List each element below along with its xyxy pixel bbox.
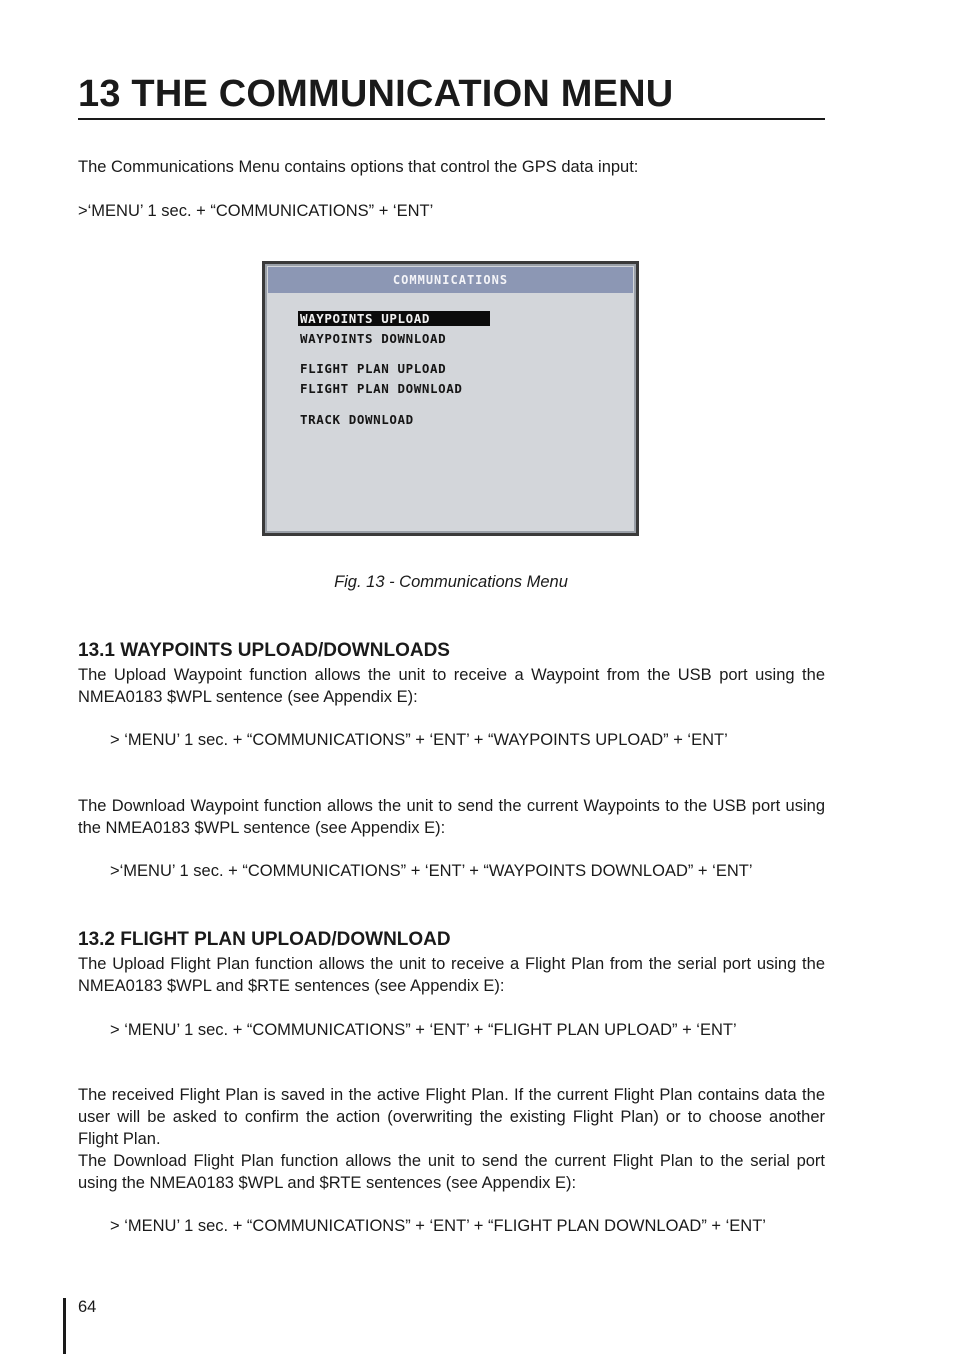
- menu-item-flight-plan-upload[interactable]: FLIGHT PLAN UPLOAD: [300, 361, 447, 376]
- figure-caption: Fig. 13 - Communications Menu: [334, 573, 568, 591]
- flight-plan-upload-command: > ‘MENU’ 1 sec. + “COMMUNICATIONS” + ‘ENT’ + “FLIGHT PLAN UPLOAD” + ‘ENT’: [110, 1021, 737, 1039]
- intro-command: >‘MENU’ 1 sec. + “COMMUNICATIONS” + ‘ENT’: [78, 202, 434, 220]
- menu-item-track-download[interactable]: TRACK DOWNLOAD: [300, 412, 414, 427]
- page-title: 13 THE COMMUNICATION MENU: [78, 70, 825, 120]
- waypoints-download-command: >‘MENU’ 1 sec. + “COMMUNICATIONS” + ‘ENT’ + “WAYPOINTS DOWNLOAD” + ‘ENT’: [110, 862, 753, 880]
- intro-text: The Communications Menu contains options that control the GPS data input:: [78, 158, 639, 176]
- flight-plan-download-text: The Download Flight Plan function allows the unit to send the current Flight Plan to the serial port using the NMEA0183 $WPL and $RTE sentences (see Appendix E):: [78, 1152, 825, 1192]
- waypoints-upload-command: > ‘MENU’ 1 sec. + “COMMUNICATIONS” + ‘ENT’ + “WAYPOINTS UPLOAD” + ‘ENT’: [110, 731, 728, 749]
- page-number: 64: [78, 1298, 97, 1316]
- menu-item-waypoints-download[interactable]: WAYPOINTS DOWNLOAD: [300, 331, 447, 346]
- waypoints-upload-text: The Upload Waypoint function allows the unit to receive a Waypoint from the USB port using the NMEA0183 $WPL sentence (see Appendix E):: [78, 666, 825, 706]
- menu-item-flight-plan-download[interactable]: FLIGHT PLAN DOWNLOAD: [300, 381, 463, 396]
- device-screen: [262, 261, 639, 536]
- page-margin-bar: [63, 1298, 66, 1354]
- waypoints-download-text: The Download Waypoint function allows the unit to send the current Waypoints to the USB port using the NMEA0183 $WPL sentence (see Appendix E):: [78, 797, 825, 837]
- menu-item-waypoints-upload[interactable]: WAYPOINTS UPLOAD: [298, 311, 490, 326]
- flight-plan-received-text: The received Flight Plan is saved in the active Flight Plan. If the current Flight Plan contains data the user will be asked to confirm the action (overwriting the existing Flight Plan) or to choose another Flight Plan.: [78, 1086, 825, 1148]
- flight-plan-download-command: > ‘MENU’ 1 sec. + “COMMUNICATIONS” + ‘ENT’ + “FLIGHT PLAN DOWNLOAD” + ‘ENT’: [110, 1217, 766, 1235]
- flight-plan-upload-text: The Upload Flight Plan function allows the unit to receive a Flight Plan from the serial port using the NMEA0183 $WPL and $RTE sentences (see Appendix E):: [78, 955, 825, 995]
- section-heading-flight-plan: 13.2 FLIGHT PLAN UPLOAD/DOWNLOAD: [78, 929, 451, 950]
- screen-header: COMMUNICATIONS: [268, 267, 633, 293]
- section-heading-waypoints: 13.1 WAYPOINTS UPLOAD/DOWNLOADS: [78, 640, 450, 661]
